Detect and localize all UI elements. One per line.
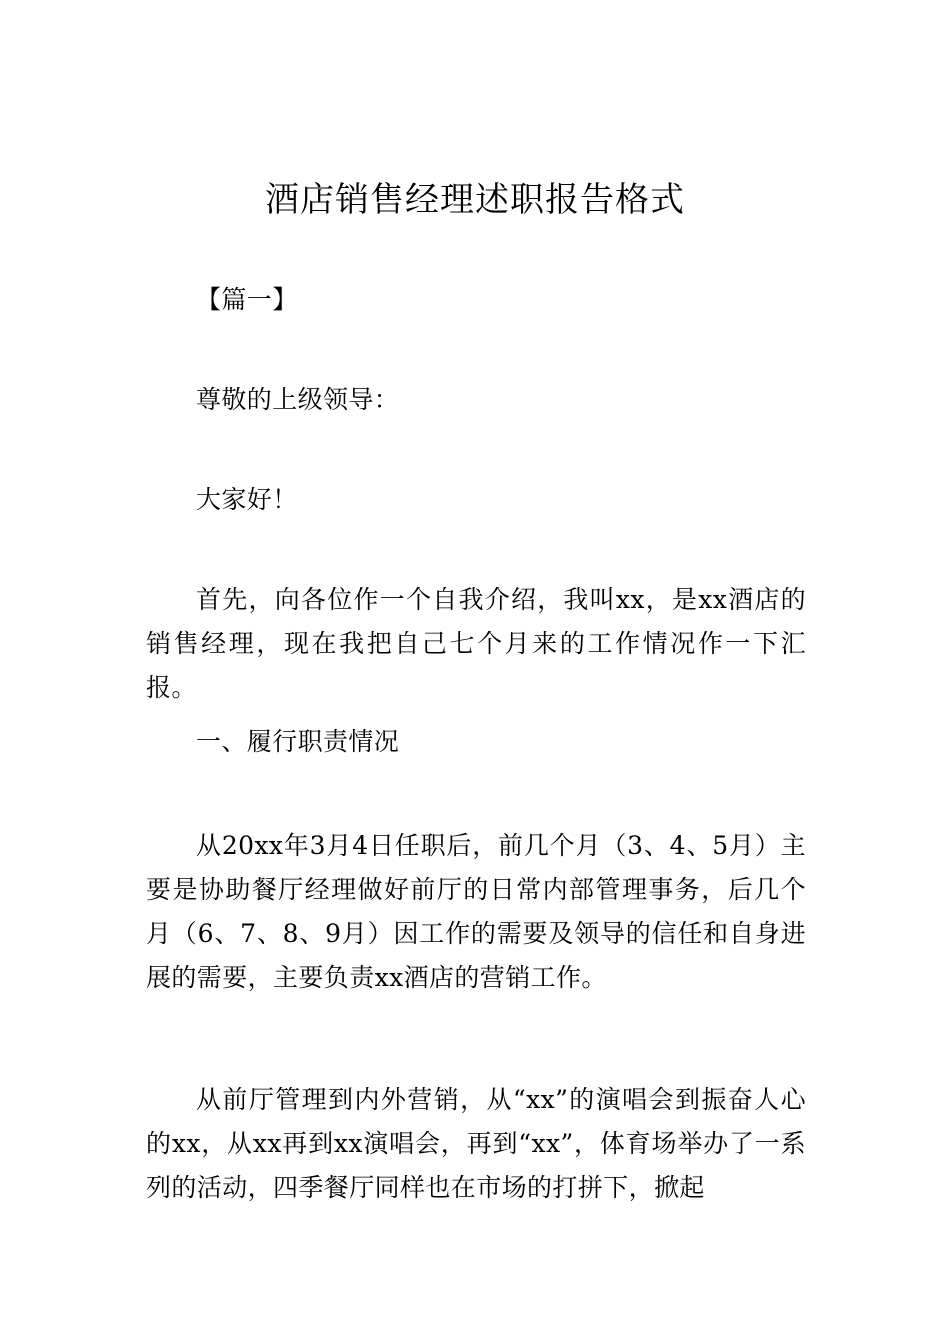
- section-tag: 【篇一】: [196, 285, 298, 314]
- paragraph-marketing: 从前厅管理到内外营销，从“xx”的演唱会到振奋人心的xx，从xx再到xx演唱会，再到“xx”，体育场举办了一系列的活动，四季餐厅同样也在市场的打拼下，掀起: [146, 1085, 806, 1202]
- paragraph-introduction: 首先，向各位作一个自我介绍，我叫xx，是xx酒店的销售经理，现在我把自己七个月来的工作情况作一下汇报。: [146, 585, 806, 702]
- paragraph-duties: 从20xx年3月4日任职后，前几个月（3、4、5月）主要是协助餐厅经理做好前厅的日常内部管理事务，后几个月（6、7、8、9月）因工作的需要及领导的信任和自身进展的需要，主要负责xx酒店的营销工作。: [146, 831, 806, 992]
- document-title: 酒店销售经理述职报告格式: [265, 180, 685, 220]
- greeting: 大家好！: [196, 485, 298, 514]
- section-heading-duties: 一、履行职责情况: [196, 727, 400, 756]
- salutation: 尊敬的上级领导：: [196, 385, 400, 414]
